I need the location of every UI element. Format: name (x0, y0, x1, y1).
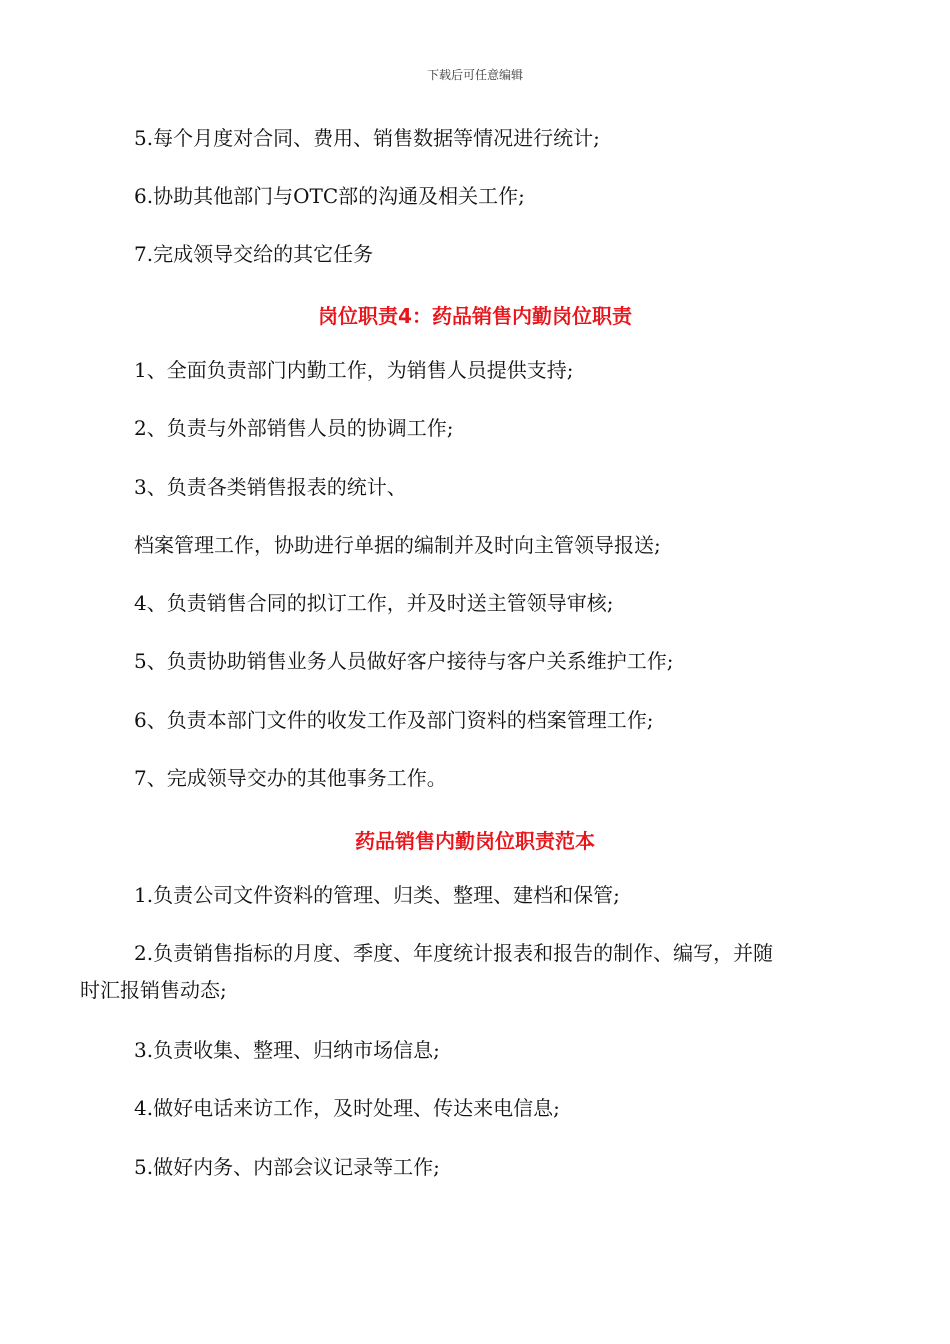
duty-item: 1.负责公司文件资料的管理、归类、整理、建档和保管; (134, 883, 620, 907)
duty-item-continuation: 时汇报销售动态; (80, 978, 227, 1002)
duty-item: 2.负责销售指标的月度、季度、年度统计报表和报告的制作、编写，并随 (134, 941, 774, 965)
duty-item: 3.负责收集、整理、归纳市场信息; (134, 1038, 440, 1062)
duty-item-continuation: 档案管理工作，协助进行单据的编制并及时向主管领导报送; (134, 533, 661, 557)
duty-item: 5、负责协助销售业务人员做好客户接待与客户关系维护工作; (134, 649, 674, 673)
section-heading: 药品销售内勤岗位职责范本 (355, 829, 595, 853)
duty-item: 4、负责销售合同的拟订工作，并及时送主管领导审核; (134, 591, 614, 615)
duty-item: 2、负责与外部销售人员的协调工作; (134, 416, 454, 440)
duty-item: 6、负责本部门文件的收发工作及部门资料的档案管理工作; (134, 708, 654, 732)
duty-item: 6.协助其他部门与OTC部的沟通及相关工作; (134, 184, 525, 208)
duty-item: 3、负责各类销售报表的统计、 (134, 475, 407, 499)
duty-item: 5.每个月度对合同、费用、销售数据等情况进行统计; (134, 126, 600, 150)
duty-item: 4.做好电话来访工作，及时处理、传达来电信息; (134, 1096, 560, 1120)
page-header-note: 下载后可任意编辑 (426, 68, 523, 82)
duty-item: 7、完成领导交办的其他事务工作。 (134, 766, 447, 790)
duty-item: 7.完成领导交给的其它任务 (134, 242, 374, 266)
section-heading: 岗位职责4：药品销售内勤岗位职责 (318, 304, 632, 328)
duty-item: 5.做好内务、内部会议记录等工作; (134, 1155, 440, 1179)
duty-item: 1、全面负责部门内勤工作，为销售人员提供支持; (134, 358, 574, 382)
